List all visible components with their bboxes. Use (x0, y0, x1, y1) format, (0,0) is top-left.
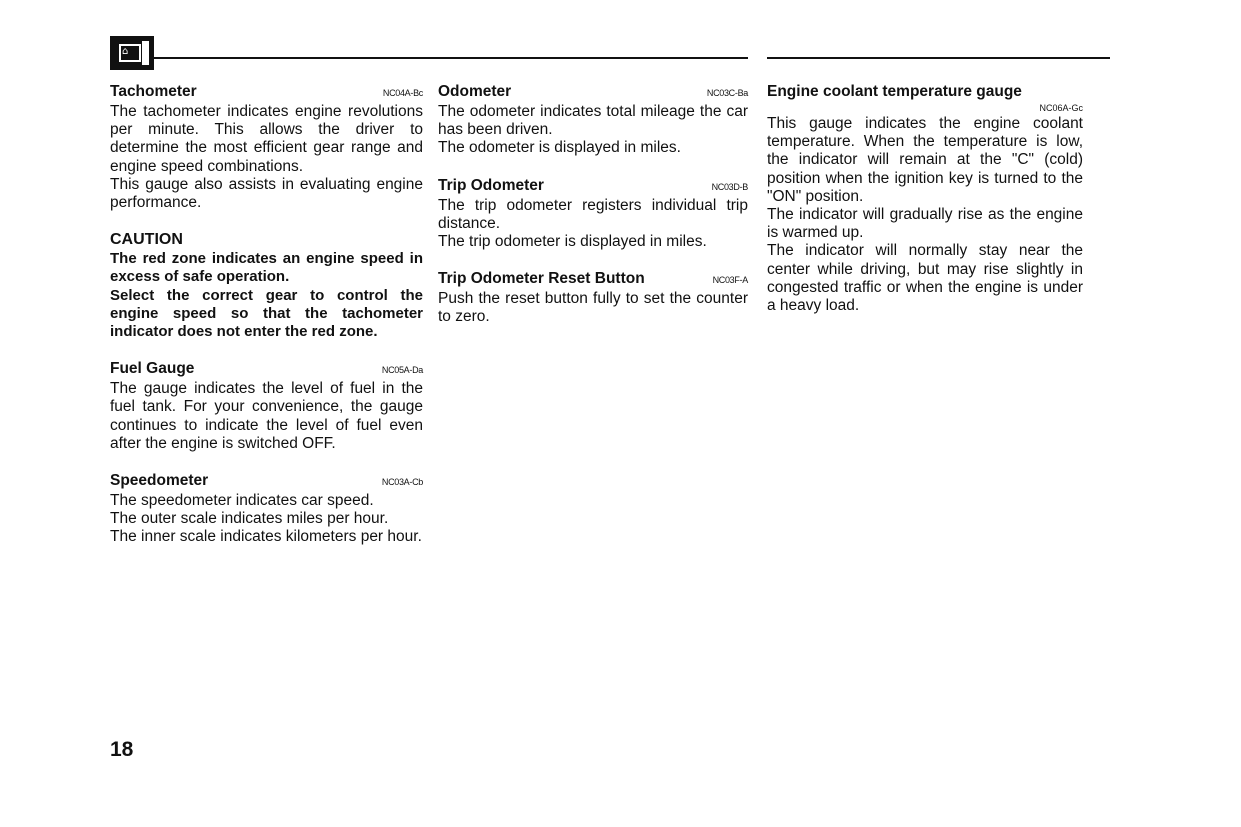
caution-title: CAUTION (110, 231, 183, 249)
caution-section (110, 230, 423, 341)
section-heading (110, 82, 423, 103)
odometer-title: Odometer (438, 83, 512, 100)
column-middle (438, 82, 748, 345)
trip-reset-title: Trip Odometer Reset Button (438, 270, 645, 288)
coolant-code: NC06A-Gc (1039, 103, 1083, 113)
section-heading (438, 176, 748, 197)
fuel-gauge-paragraph: The gauge indicates the level of fuel in the fuel tank. For your convenience, the gauge continues to indicate the level of fuel even after the engine is switched OFF. (110, 380, 423, 452)
column-right (767, 82, 1083, 333)
coolant-title: Engine coolant temperature gauge (767, 83, 1022, 100)
tachometer-section (110, 82, 423, 212)
odometer-paragraph: The odometer indicates total mileage the car has been driven. (438, 103, 748, 139)
trip-odometer-paragraph: The trip odometer is displayed in miles. (438, 233, 707, 251)
section-heading (438, 82, 748, 103)
fuel-gauge-section (110, 359, 423, 453)
odometer-code: NC03C-Ba (706, 88, 748, 98)
coolant-paragraph: The indicator will normally stay near the center while driving, but may rise slightly in congested traffic or when the engine is under a heavy load. (767, 242, 1083, 315)
caution-paragraph: Select the correct gear to control the engine speed so that the tachometer indicator does not enter the red zone. (110, 286, 423, 341)
page-number: 18 (110, 738, 134, 761)
speedometer-paragraph: The outer scale indicates miles per hour. (110, 510, 389, 528)
odometer-section (438, 82, 748, 158)
fuel-gauge-title: Fuel Gauge (110, 360, 195, 378)
coolant-paragraph: The indicator will gradually rise as the engine is warmed up. (767, 206, 1083, 242)
section-heading (110, 359, 423, 380)
trip-reset-paragraph: Push the reset button fully to set the counter to zero. (438, 290, 748, 326)
coolant-paragraph: This gauge indicates the engine coolant temperature. When the temperature is low, the indicator will remain at the "C" (cold) position when the ignition key is turned to the "ON" position. (767, 115, 1083, 205)
caution-paragraph: The red zone indicates an engine speed in excess of safe operation. (110, 250, 423, 286)
header-rule-left (154, 57, 748, 59)
trip-odometer-title: Trip Odometer (438, 176, 544, 194)
section-logo-icon: ⌂ (110, 36, 154, 70)
trip-odometer-section (438, 176, 748, 252)
tachometer-paragraph: This gauge also assists in evaluating engine performance. (110, 175, 423, 212)
speedometer-code: NC03A-Cb (381, 477, 423, 488)
section-heading (438, 269, 748, 290)
tachometer-code: NC04A-Bc (382, 88, 423, 98)
speedometer-paragraph: The speedometer indicates car speed. (110, 492, 374, 510)
speedometer-paragraph: The inner scale indicates kilometers per hour. (110, 528, 422, 546)
fuel-gauge-code: NC05A-Da (381, 365, 423, 376)
trip-reset-section (438, 269, 748, 326)
tachometer-title: Tachometer (110, 83, 197, 100)
trip-odometer-paragraph: The trip odometer registers individual trip distance. (438, 196, 748, 232)
odometer-paragraph: The odometer is displayed in miles. (438, 139, 681, 157)
section-heading (110, 471, 423, 492)
speedometer-section (110, 471, 423, 547)
header-rule-right (767, 57, 1110, 59)
section-heading (767, 82, 1083, 101)
trip-reset-code: NC03F-A (712, 275, 748, 286)
speedometer-title: Speedometer (110, 472, 209, 490)
column-left (110, 82, 423, 565)
coolant-section (767, 82, 1083, 315)
tachometer-paragraph: The tachometer indicates engine revolutions per minute. This allows the driver to determine the most efficient gear range and engine speed combinations. (110, 103, 423, 175)
trip-odometer-code: NC03D-B (711, 181, 748, 192)
